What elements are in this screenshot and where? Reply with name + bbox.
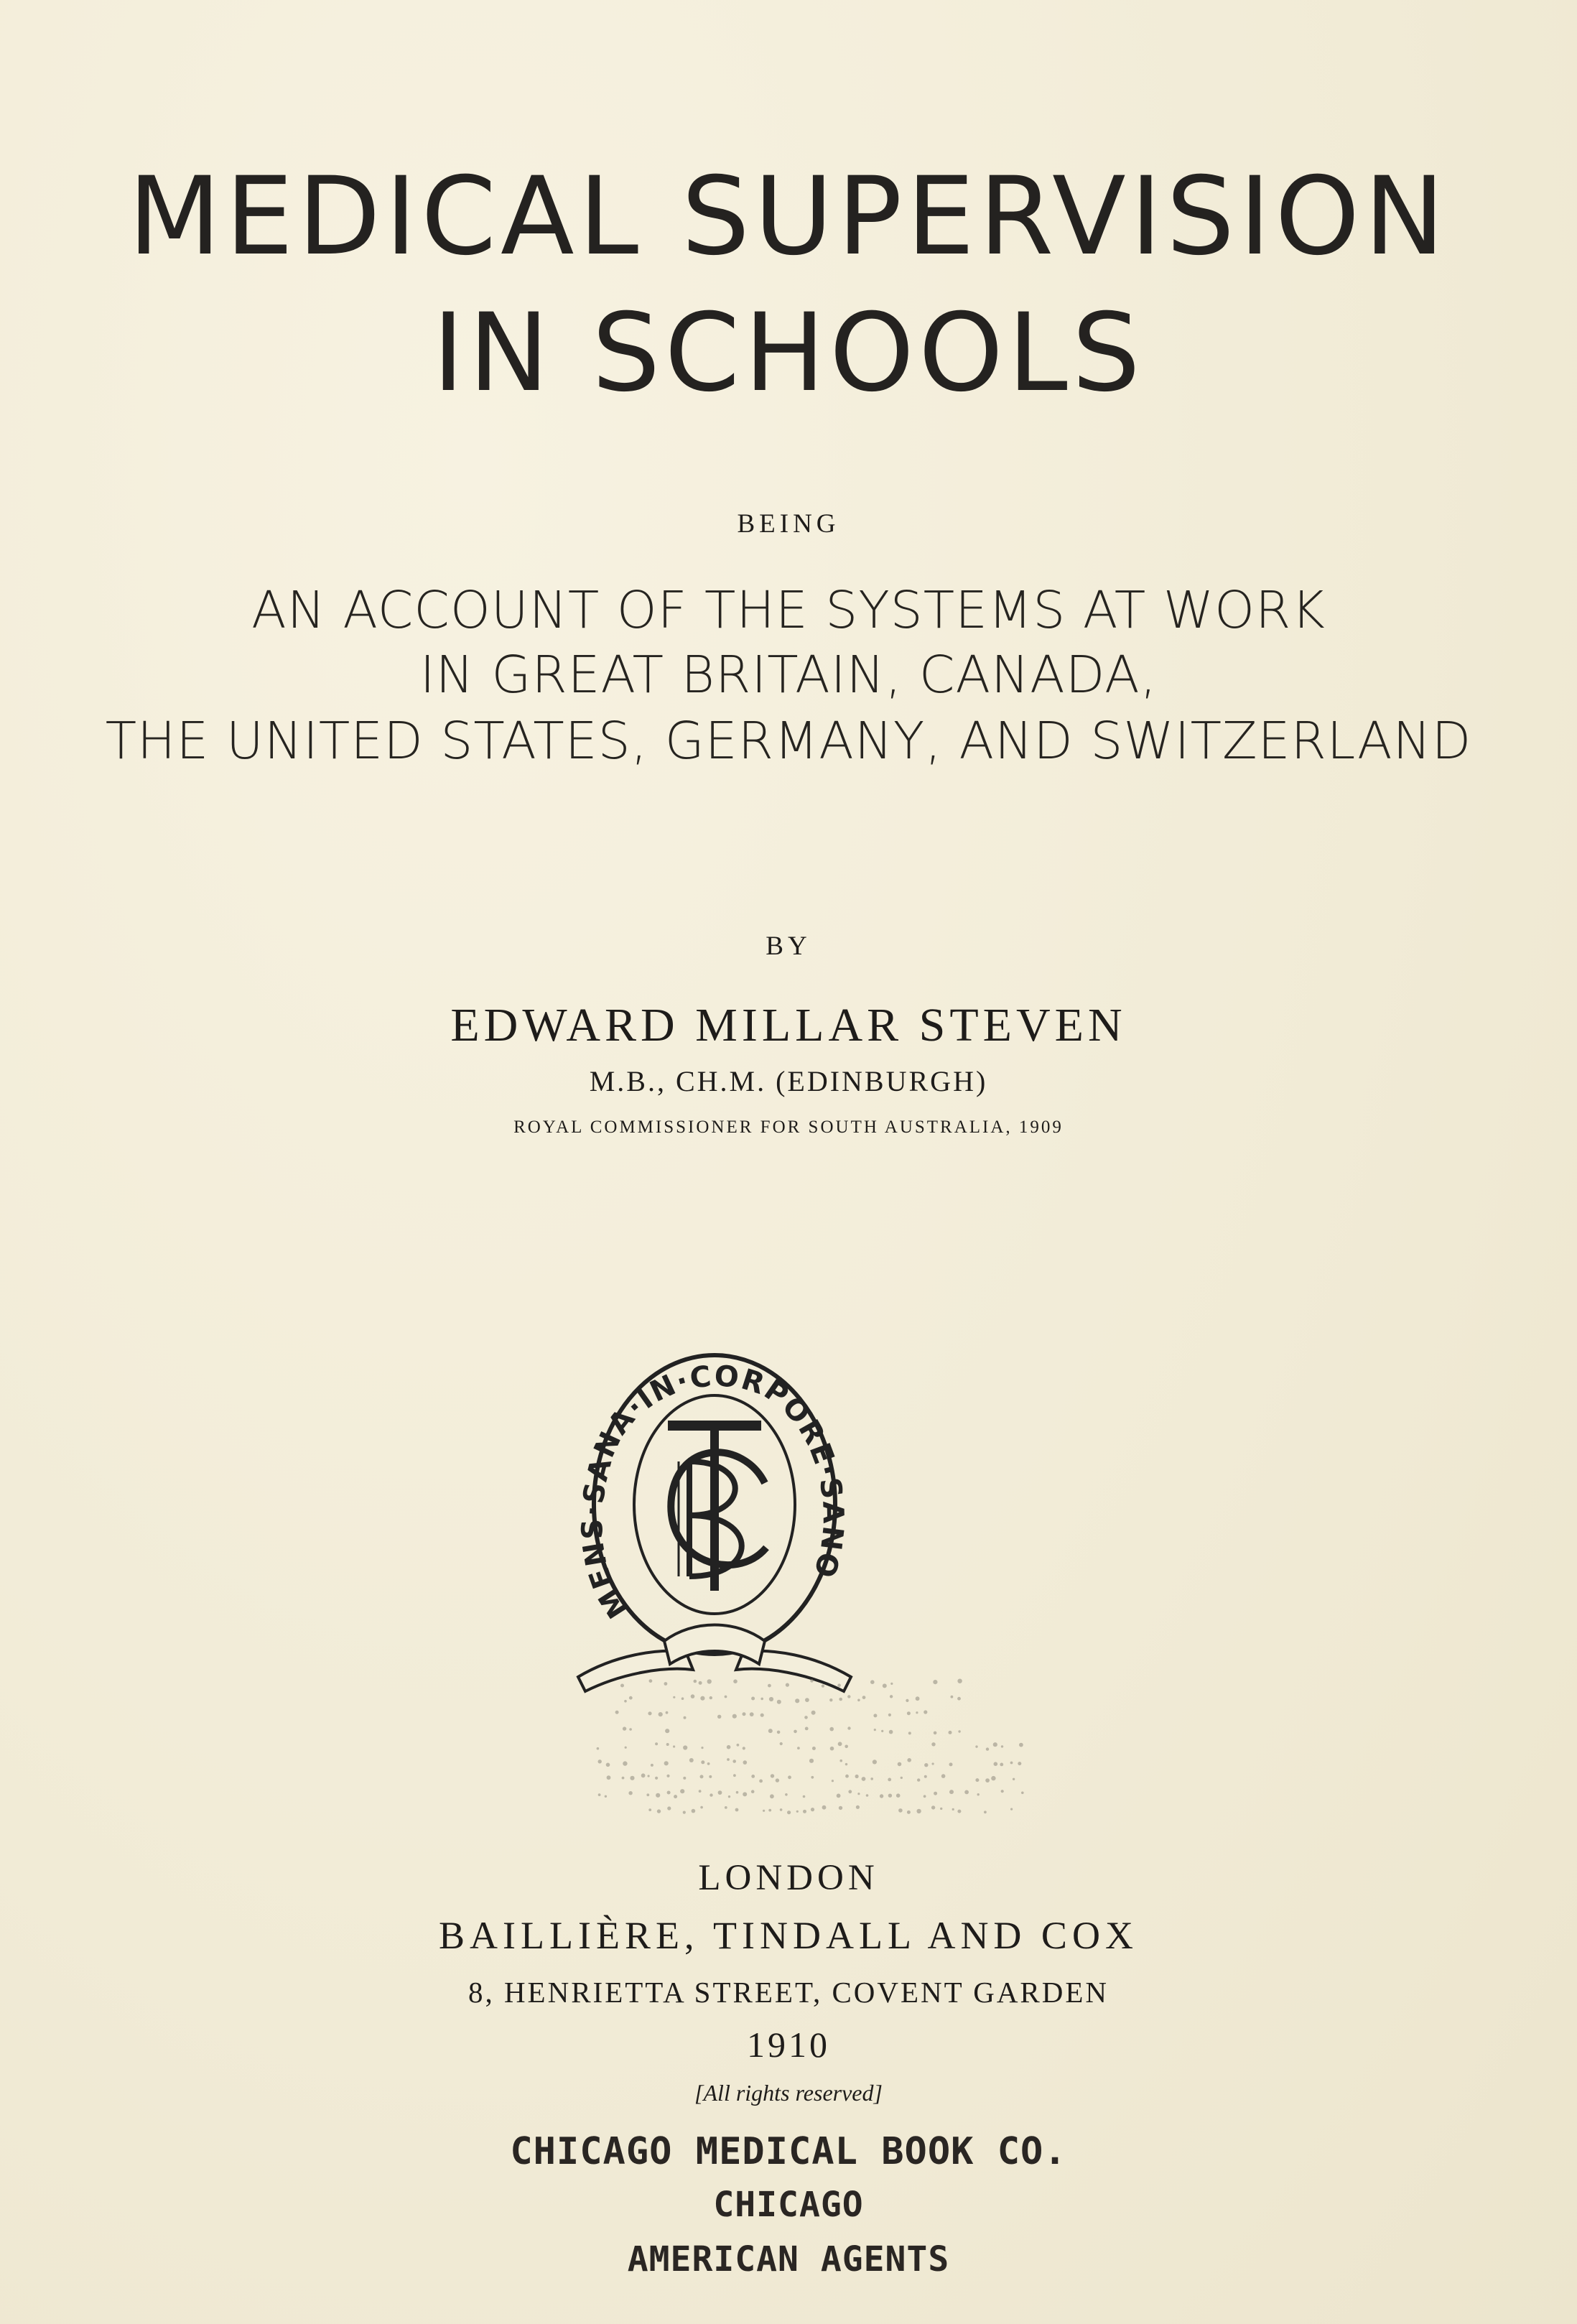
perforation-dot	[641, 1773, 646, 1777]
perforation-dot	[811, 1711, 816, 1715]
perforation-dot	[986, 1747, 989, 1750]
perforation-dot	[862, 1777, 866, 1781]
perforation-dot	[837, 1683, 841, 1687]
perforation-dot	[700, 1775, 704, 1778]
perforation-dot	[692, 1809, 696, 1813]
perforation-dot	[839, 1698, 842, 1701]
perforation-dot	[881, 1730, 883, 1732]
agent-stamp-line-1: CHICAGO MEDICAL BOOK CO.	[510, 2130, 1067, 2173]
perforation-dot	[725, 1696, 727, 1698]
perforation-dot	[743, 1760, 748, 1765]
perforation-dot	[743, 1712, 746, 1716]
perforation-dot	[991, 1776, 995, 1780]
perforation-dot	[888, 1714, 891, 1716]
perforation-dot	[847, 1726, 850, 1729]
perforation-dot	[795, 1698, 799, 1703]
perforation-dot	[822, 1685, 824, 1688]
perforation-dot	[1010, 1762, 1013, 1765]
perforation-dot	[707, 1762, 710, 1765]
perforation-dot	[924, 1710, 927, 1714]
perforation-dot	[857, 1699, 860, 1702]
perforation-dot	[845, 1763, 847, 1765]
perforation-dot	[684, 1716, 687, 1719]
perforation-dot	[1010, 1808, 1013, 1811]
perforation-dot	[837, 1794, 841, 1798]
emblem-motto: MENS·SANA·IN·CORPORE·SANO	[576, 1359, 850, 1625]
perforation-dot	[624, 1700, 627, 1703]
perforation-dot	[916, 1809, 921, 1813]
perforation-dot	[785, 1793, 788, 1796]
rights-notice: [All rights reserved]	[694, 2080, 883, 2106]
perforation-dot	[606, 1763, 610, 1767]
perforation-dot	[957, 1679, 962, 1683]
author-credentials: M.B., CH.M. (EDINBURGH)	[589, 1065, 988, 1097]
perforation-dot	[829, 1727, 834, 1732]
publisher-emblem	[571, 1347, 858, 1698]
perforation-dot	[839, 1806, 842, 1810]
perforation-dot	[809, 1759, 814, 1763]
perforation-dot	[975, 1778, 979, 1782]
perforation-dot	[732, 1714, 737, 1719]
perforation-dot	[689, 1758, 694, 1762]
perforation-dot	[1019, 1743, 1023, 1747]
perforation-dot	[718, 1790, 722, 1795]
perforation-dot	[598, 1760, 602, 1763]
perforation-dot	[701, 1760, 704, 1764]
perforation-dot	[786, 1683, 789, 1687]
perforation-dot	[977, 1793, 980, 1795]
perforation-dot	[743, 1747, 745, 1749]
perforation-dot	[932, 1762, 934, 1765]
perforation-dot	[845, 1775, 849, 1778]
perforation-dot	[707, 1679, 712, 1683]
perforation-dot	[941, 1774, 946, 1778]
perforation-dot	[951, 1696, 954, 1698]
perforation-dot	[628, 1791, 632, 1795]
perforation-dot	[733, 1679, 738, 1683]
perforation-dot	[673, 1745, 675, 1747]
being-label: BEING	[737, 509, 840, 539]
perforation-dot	[623, 1761, 627, 1765]
perforation-dot	[737, 1744, 740, 1747]
publisher-city: LONDON	[698, 1858, 879, 1898]
perforation-dot	[763, 1810, 765, 1812]
perforation-dot	[975, 1745, 977, 1747]
perforation-dot	[964, 1790, 969, 1795]
perforation-dot	[890, 1683, 893, 1685]
subtitle-line-1: AN ACCOUNT OF THE SYSTEMS AT WORK	[251, 580, 1326, 640]
perforation-dot	[862, 1696, 866, 1699]
subtitle-line-3: THE UNITED STATES, GERMANY, AND SWITZERLAND	[105, 711, 1472, 771]
perforation-dot	[812, 1747, 816, 1750]
perforation-dot	[736, 1791, 739, 1794]
by-label: BY	[766, 931, 811, 961]
perforation-dot	[803, 1810, 806, 1813]
perforation-dot	[770, 1794, 774, 1798]
perforation-dot	[857, 1793, 860, 1795]
perforation-dot	[896, 1793, 901, 1798]
perforation-dot	[607, 1775, 611, 1780]
perforation-dot	[699, 1681, 702, 1685]
perforation-dot	[839, 1760, 842, 1762]
perforation-dot	[1001, 1745, 1003, 1747]
perforation-dot	[709, 1775, 712, 1778]
perforation-dot	[934, 1732, 937, 1735]
perforation-dot	[916, 1696, 920, 1701]
publisher-address: 8, HENRIETTA STREET, COVENT GARDEN	[467, 1976, 1110, 2009]
perforation-dot	[822, 1805, 827, 1810]
agent-stamp-line-2: CHICAGO	[713, 2185, 864, 2225]
perforation-dot	[664, 1682, 668, 1686]
perforation-dot	[751, 1697, 755, 1701]
perforation-dot	[777, 1731, 781, 1734]
perforation-dot	[870, 1777, 873, 1780]
perforation-dot	[620, 1684, 624, 1688]
perforation-dot	[866, 1794, 869, 1797]
book-title-line-1: MEDICAL SUPERVISION	[128, 154, 1449, 279]
perforation-dot	[934, 1792, 937, 1795]
perforation-dot	[629, 1728, 632, 1731]
perforation-dot	[735, 1808, 739, 1812]
perforation-dot	[728, 1795, 730, 1798]
perforation-dot	[805, 1698, 809, 1702]
perforation-dot	[832, 1780, 834, 1782]
perforation-dot	[907, 1758, 911, 1762]
perforation-dot	[667, 1791, 671, 1795]
perforation-dot	[759, 1780, 763, 1783]
perforation-dot	[666, 1743, 669, 1746]
perforation-dot	[780, 1742, 783, 1745]
perforation-dot	[727, 1745, 731, 1749]
perforation-dot	[940, 1808, 942, 1810]
book-title-line-2: IN SCHOOLS	[432, 291, 1145, 416]
perforation-dot	[993, 1742, 997, 1747]
perforation-dot	[691, 1694, 695, 1698]
perforation-dot	[958, 1730, 960, 1732]
perforation-dot	[768, 1684, 771, 1688]
perforation-dot	[901, 1777, 903, 1779]
perforation-dot	[1001, 1790, 1004, 1793]
perforation-dot	[870, 1680, 875, 1684]
perforation-dot	[674, 1795, 677, 1798]
publication-year: 1910	[747, 2025, 830, 2065]
perforation-dot	[768, 1809, 771, 1812]
perforation-dot	[768, 1729, 773, 1733]
perforation-dot	[788, 1775, 791, 1779]
perforation-dot	[957, 1697, 961, 1701]
perforation-dot	[933, 1680, 937, 1684]
perforation-dot	[760, 1698, 763, 1701]
perforation-dot	[597, 1747, 600, 1750]
perforation-dot	[648, 1711, 651, 1715]
perforation-dot	[630, 1776, 634, 1780]
perforation-dot	[733, 1774, 736, 1777]
perforation-dot	[769, 1697, 773, 1701]
perforation-dot	[683, 1745, 687, 1749]
perforation-dot	[889, 1730, 893, 1734]
perforation-dot	[883, 1683, 887, 1688]
perforation-dot	[760, 1714, 764, 1717]
perforation-dot	[651, 1764, 653, 1767]
perforation-dot	[1013, 1778, 1015, 1780]
perforation-dot	[657, 1809, 661, 1813]
perforation-dot	[952, 1808, 954, 1811]
perforation-dot	[732, 1760, 736, 1763]
perforation-dot	[810, 1679, 814, 1683]
perforation-dot	[880, 1794, 883, 1798]
agent-stamp-line-3: AMERICAN AGENTS	[627, 2239, 950, 2279]
perforation-dot	[888, 1794, 892, 1798]
perforation-dot	[949, 1731, 952, 1734]
perforation-dot	[811, 1776, 814, 1779]
perforation-dot	[667, 1806, 671, 1810]
perforation-dot	[655, 1777, 658, 1780]
perforation-dot	[623, 1726, 626, 1730]
perforation-dot	[622, 1777, 625, 1780]
perforation-dot	[743, 1792, 747, 1796]
perforation-dot	[803, 1795, 806, 1798]
perforation-dot	[994, 1762, 998, 1766]
perforation-dot	[751, 1775, 755, 1778]
perforation-dot	[931, 1805, 935, 1809]
perforation-dot	[659, 1712, 663, 1716]
perforation-dot	[805, 1727, 809, 1731]
perforation-dot	[916, 1711, 918, 1714]
perforation-dot	[646, 1793, 649, 1796]
perforation-dot	[598, 1793, 601, 1796]
emblem-monogram	[668, 1426, 766, 1591]
perforation-dot	[649, 1679, 653, 1683]
perforation-dot	[898, 1762, 902, 1767]
perforation-dot	[725, 1806, 727, 1809]
perforation-dot	[811, 1808, 814, 1811]
perforation-dot	[838, 1742, 842, 1746]
perforation-dot	[683, 1811, 686, 1814]
perforation-dot	[908, 1732, 911, 1734]
perforation-dot	[655, 1742, 658, 1745]
perforation-dot	[751, 1790, 755, 1793]
perforation-dot	[771, 1774, 774, 1777]
perforation-dot	[710, 1696, 712, 1699]
perforation-dot	[949, 1790, 954, 1794]
perforation-dot	[750, 1712, 754, 1716]
perforation-dot	[780, 1808, 783, 1811]
perforation-dot	[890, 1695, 893, 1698]
perforation-dot	[845, 1745, 848, 1749]
perforation-dot	[701, 1747, 703, 1749]
perforation-dot	[906, 1699, 908, 1702]
perforation-dot	[855, 1775, 859, 1778]
perforation-dot	[681, 1697, 684, 1700]
perforation-dot	[847, 1695, 850, 1698]
perforation-dot	[957, 1810, 961, 1813]
perforation-dot	[625, 1747, 627, 1749]
perforation-dot	[794, 1730, 797, 1734]
perforation-stamp	[567, 1673, 1041, 1824]
perforation-dot	[924, 1763, 928, 1767]
perforation-dot	[949, 1762, 953, 1766]
perforation-dot	[1000, 1763, 1003, 1767]
perforation-dot	[700, 1696, 704, 1701]
perforation-dot	[924, 1775, 927, 1778]
perforation-dot	[856, 1805, 860, 1809]
perforation-dot	[615, 1711, 619, 1714]
perforation-dot	[666, 1775, 669, 1777]
perforation-dot	[907, 1811, 911, 1814]
perforation-dot	[873, 1760, 877, 1764]
perforation-dot	[673, 1696, 675, 1698]
perforation-dot	[605, 1795, 607, 1798]
perforation-dot	[694, 1680, 697, 1683]
perforation-dot	[648, 1775, 650, 1777]
subtitle-line-2: IN GREAT BRITAIN, CANADA,	[419, 645, 1158, 705]
author-name: EDWARD MILLAR STEVEN	[450, 999, 1127, 1051]
perforation-dot	[804, 1716, 808, 1719]
perforation-dot	[924, 1795, 926, 1798]
perforation-dot	[917, 1778, 920, 1781]
publisher-name: BAILLIÈRE, TINDALL AND COX	[439, 1914, 1138, 1957]
perforation-dot	[665, 1729, 669, 1733]
perforation-dot	[727, 1758, 730, 1761]
perforation-dot	[985, 1778, 990, 1782]
perforation-dot	[683, 1777, 686, 1780]
perforation-dot	[874, 1729, 876, 1731]
perforation-dot	[796, 1811, 799, 1813]
perforation-dot	[776, 1778, 779, 1782]
perforation-dot	[888, 1778, 891, 1782]
perforation-dot	[829, 1698, 832, 1701]
perforation-dot	[873, 1714, 877, 1717]
perforation-dot	[664, 1761, 669, 1765]
perforation-dot	[797, 1747, 800, 1749]
perforation-dot	[898, 1808, 903, 1813]
perforation-dot	[787, 1811, 791, 1814]
perforation-dot	[830, 1747, 834, 1751]
perforation-dot	[1021, 1792, 1024, 1795]
perforation-dot	[656, 1793, 660, 1798]
perforation-dot	[629, 1696, 633, 1700]
perforation-dot	[700, 1806, 703, 1809]
perforation-dot	[666, 1711, 669, 1714]
perforation-dot	[848, 1790, 852, 1793]
perforation-dot	[717, 1715, 721, 1719]
perforation-dot	[699, 1790, 702, 1793]
perforation-dot	[984, 1811, 987, 1813]
perforation-dot	[777, 1700, 781, 1704]
perforation-dot	[1018, 1762, 1021, 1765]
perforation-dot	[680, 1789, 684, 1793]
perforation-dot	[907, 1711, 911, 1715]
perforation-dot	[931, 1742, 935, 1746]
author-position: ROYAL COMMISSIONER FOR SOUTH AUSTRALIA, 1909	[513, 1117, 1064, 1137]
perforation-dot	[648, 1808, 651, 1811]
perforation-dot	[710, 1793, 712, 1796]
